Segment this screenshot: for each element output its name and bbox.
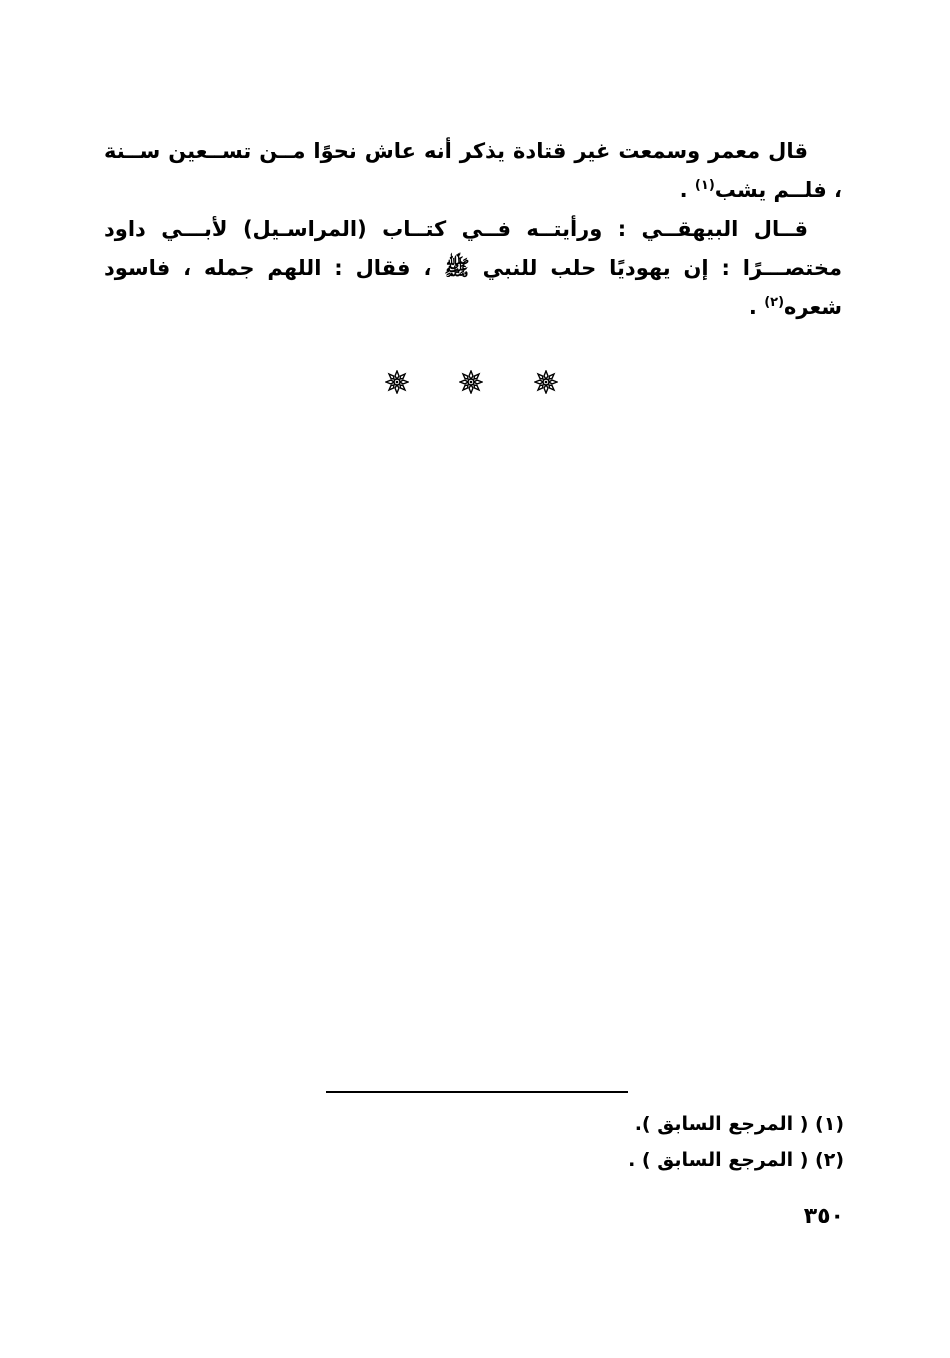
footnotes (300, 1106, 844, 1178)
flower-ornament-icon (534, 370, 558, 394)
main-text (104, 132, 842, 327)
flower-ornament-icon (459, 370, 483, 394)
paragraph-2-end: . (748, 295, 765, 319)
paragraph-1-text: قال معمر وسمعت غير قتادة يذكر أنه عاش نحوًا مــن تســعين ســنة ، فلــم يشب (104, 139, 842, 202)
paragraph-2 (104, 210, 842, 327)
paragraph-1 (104, 132, 842, 210)
footnote-2: (٢) ( المرجع السابق ) . (628, 1149, 844, 1171)
footnote-separator (326, 1091, 628, 1093)
page-number: ٣٥٠ (803, 1204, 844, 1229)
footnote-ref-2[interactable]: (٢) (764, 295, 785, 310)
footnote-ref-1[interactable]: (١) (694, 178, 715, 193)
paragraph-2-text: قــال البيهقــي : ورأيتــه فــي كتــاب (المراسـيل) لأبـــي داود مختصـــرًا : إن يهوديًا حلب للنبي ﷺ ، فقال : اللهم جمله ، فاسود شعره (104, 217, 842, 319)
footnote-1: (١) ( المرجع السابق ). (634, 1113, 844, 1135)
flower-ornament-icon (385, 370, 409, 394)
paragraph-1-end: . (679, 178, 695, 202)
section-divider-ornaments (0, 370, 950, 400)
